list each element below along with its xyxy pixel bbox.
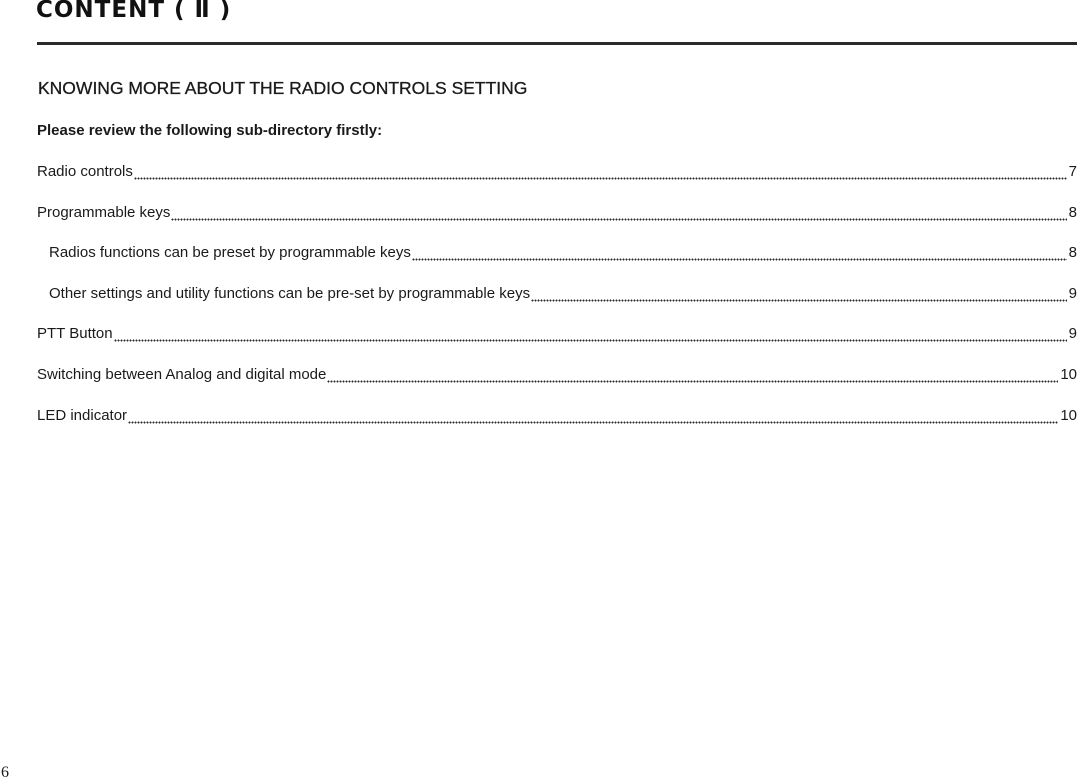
dot-leader (531, 284, 1067, 304)
toc-entry-label: PTT Button (37, 325, 113, 343)
toc-entry-ptt-button[interactable] (0, 324, 1078, 365)
intro-text: Please review the following sub-directory firstly: (37, 122, 383, 139)
toc-entry-led-indicator[interactable] (0, 406, 1078, 447)
dot-leader (171, 203, 1066, 223)
toc-entry-label: Radio controls (37, 163, 133, 180)
title-rule (37, 42, 1077, 45)
toc-page-number: 7 (1068, 163, 1077, 180)
toc-list (0, 162, 1078, 446)
toc-entry-label: Radios functions can be preset by programmable keys (49, 244, 411, 262)
toc-entry-label: LED indicator (37, 406, 128, 424)
page-title: CONTENT ( Ⅱ ) (36, 0, 232, 23)
dot-leader (128, 406, 1058, 426)
toc-entry-label: Switching between Analog and digital mode (37, 365, 327, 383)
dot-leader (114, 324, 1067, 344)
toc-page-number: 9 (1068, 284, 1077, 302)
section-heading: KNOWING MORE ABOUT THE RADIO CONTROLS SETTING (38, 78, 528, 98)
toc-page-number: 8 (1068, 244, 1077, 262)
page-number: 6 (1, 764, 9, 781)
toc-entry-label: Programmable keys (37, 203, 171, 221)
dot-leader (134, 162, 1067, 182)
toc-entry-radio-controls[interactable] (0, 162, 1078, 203)
toc-entry-other-settings[interactable] (0, 284, 1078, 325)
toc-page-number: 8 (1068, 203, 1077, 221)
toc-page-number: 9 (1068, 325, 1077, 343)
dot-leader (412, 243, 1067, 263)
toc-entry-analog-digital-mode[interactable] (0, 365, 1078, 406)
toc-page-number: 10 (1060, 406, 1077, 424)
toc-page-number: 10 (1060, 365, 1077, 383)
toc-entry-radios-functions[interactable] (0, 243, 1078, 284)
toc-entry-programmable-keys[interactable] (0, 203, 1078, 244)
toc-entry-label: Other settings and utility functions can be pre-set by programmable keys (49, 284, 531, 302)
dot-leader (327, 365, 1058, 385)
